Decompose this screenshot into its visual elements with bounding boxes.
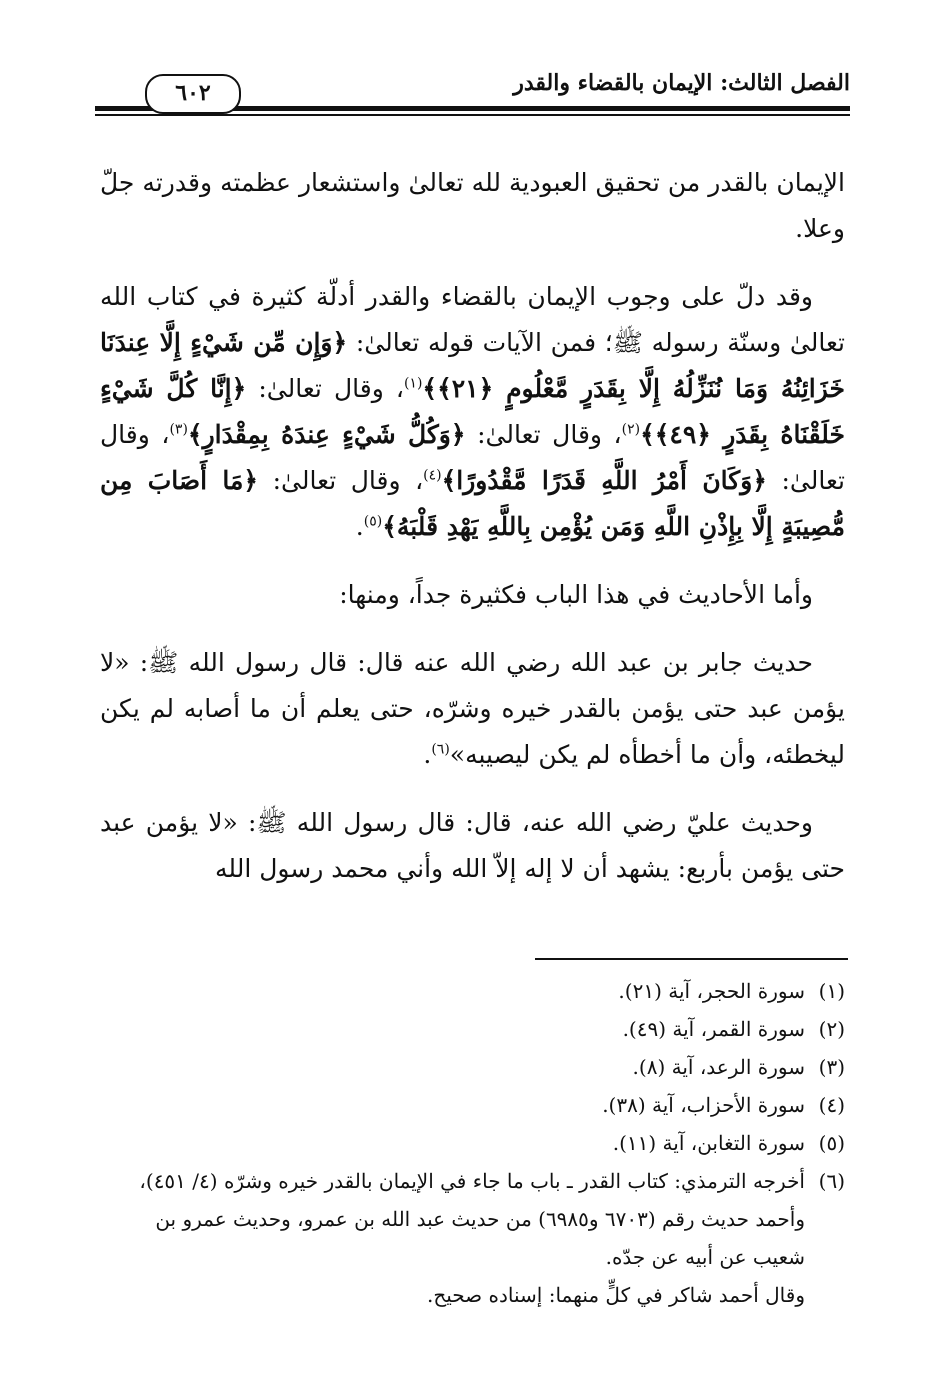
footnote-1 <box>100 972 845 1010</box>
footnote-number: (٥) <box>818 1131 845 1155</box>
footnote-ref-4[interactable]: (٤) <box>423 467 442 484</box>
footnote-text: سورة الحجر، آية (٢١). <box>618 979 805 1003</box>
footnote-ref-1[interactable]: (١) <box>403 375 423 392</box>
verse-hijr: ﴿وَإِن مِّن شَيْءٍ إِلَّا عِندَنَا خَزَائِنُهُ وَمَا نُنَزِّلُهُ إِلَّا بِقَدَرٍ مَّعْلُومٍ ﴿٢١﴾﴾ <box>100 328 845 403</box>
verse-qamar: ﴿إِنَّا كُلَّ شَيْءٍ خَلَقْنَاهُ بِقَدَرٍ ﴿٤٩﴾﴾ <box>100 374 845 449</box>
header-rule-thin <box>95 114 850 116</box>
paragraph-2-end: . <box>355 512 364 541</box>
footnote-text: سورة الرعد، آية (٨). <box>632 1055 805 1079</box>
footnote-ref-2[interactable]: (٢) <box>621 421 641 438</box>
footnote-separator <box>535 958 848 960</box>
join-1: ، وقال تعالىٰ: <box>246 374 404 403</box>
footnote-3 <box>100 1048 845 1086</box>
footnote-text: سورة القمر، آية (٤٩). <box>622 1017 805 1041</box>
verse-taghabun: ﴿مَا أَصَابَ مِن مُّصِيبَةٍ إِلَّا بِإِذْنِ اللَّهِ وَمَن يُؤْمِن بِاللَّهِ يَهْدِ قَلْبَهُ﴾ <box>100 466 845 541</box>
paragraph-4 <box>100 640 845 778</box>
paragraph-2 <box>100 274 845 550</box>
footnote-number: (٦) <box>818 1169 845 1193</box>
footnote-text-extra: وقال أحمد شاكر في كلٍّ منهما: إسناده صحيح. <box>426 1283 805 1307</box>
footnote-ref-3[interactable]: (٣) <box>169 421 188 438</box>
footnote-2 <box>100 1010 845 1048</box>
page-number: ٦٠٢ <box>145 74 241 114</box>
footnote-ref-5[interactable]: (٥) <box>363 513 383 530</box>
paragraph-3: وأما الأحاديث في هذا الباب فكثيرة جداً، ومنها: <box>339 580 813 609</box>
paragraph-5: وحديث عليّ رضي الله عنه، قال: قال رسول الله ﷺ: «لا يؤمن عبد حتى يؤمن بأربع: يشهد أن لا إله إلاّ الله وأني محمد رسول الله <box>100 808 845 883</box>
join-3: ، وقال تعالىٰ: <box>100 420 846 495</box>
footnote-number: (١) <box>818 979 845 1003</box>
footnote-number: (٤) <box>818 1093 845 1117</box>
join-2: ، وقال تعالىٰ: <box>465 420 622 449</box>
join-4: ، وقال تعالىٰ: <box>258 466 424 495</box>
footnote-number: (٢) <box>818 1017 845 1041</box>
footnote-4 <box>100 1086 845 1124</box>
paragraph-1: الإيمان بالقدر من تحقيق العبودية لله تعالىٰ واستشعار عظمته وقدرته جلّ وعلا. <box>100 168 845 243</box>
page-header <box>95 62 850 122</box>
footnote-5 <box>100 1124 845 1162</box>
footnote-number: (٣) <box>818 1055 845 1079</box>
footnote-6 <box>100 1162 845 1314</box>
footnote-ref-6[interactable]: (٦) <box>431 741 450 758</box>
paragraph-4-end: . <box>423 740 432 769</box>
verse-ahzab: ﴿وَكَانَ أَمْرُ اللَّهِ قَدَرًا مَّقْدُورًا﴾ <box>441 466 767 495</box>
chapter-title: الفصل الثالث: الإيمان بالقضاء والقدر <box>513 70 850 96</box>
footnote-text: سورة التغابن، آية (١١). <box>612 1131 805 1155</box>
paragraph-2-intro: وقد دلّ على وجوب الإيمان بالقضاء والقدر أدلّة كثيرة في كتاب الله تعالىٰ وسنّة رسوله ﷺ؛ فمن الآيات قوله تعالىٰ: <box>100 282 845 357</box>
main-text <box>100 160 845 914</box>
hadith-jabir: حديث جابر بن عبد الله رضي الله عنه قال: قال رسول الله ﷺ: «لا يؤمن عبد حتى يؤمن بالقدر خيره وشرّه، حتى يعلم أن ما أصابه لم يكن ليخطئه، وأن ما أخطأه لم يكن ليصيبه» <box>100 648 845 769</box>
footnotes <box>100 972 845 1314</box>
footnote-text: سورة الأحزاب، آية (٣٨). <box>602 1093 805 1117</box>
verse-rad: ﴿وَكُلُّ شَيْءٍ عِندَهُ بِمِقْدَارٍ﴾ <box>187 420 466 449</box>
footnote-text: أخرجه الترمذي: كتاب القدر ـ باب ما جاء في الإيمان بالقدر خيره وشرّه (٤/ ٤٥١)، وأحمد حديث رقم (٦٧٠٣ و٦٩٨٥) من حديث عبد الله بن عمرو، وحديث عمرو بن شعيب عن أبيه عن جدّه. <box>139 1169 805 1269</box>
